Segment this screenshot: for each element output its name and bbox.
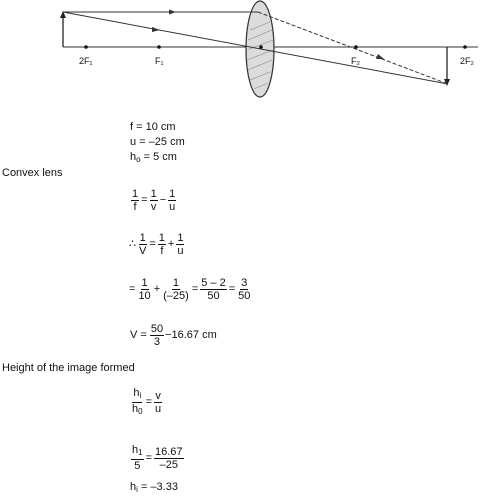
point-optical-centre — [259, 45, 263, 49]
equation-substitution: = $\frac{1}{10}$ + $\frac{1}{(-25)}$ = $\frac{5 - 2}{50}$ = $\frac{3}{50}$ — [129, 277, 251, 302]
label-2f1: 2F₁ — [79, 56, 93, 66]
equation-rearranged: ∴ $\frac{1}{V}$ = $\frac{1}{f}$ + $\frac{1}{u}$ — [129, 232, 184, 257]
equation-magnification: $\frac{h_i}{h_0}$ = $\frac{v}{u}$ — [132, 387, 162, 416]
label-2f2: 2F₂ — [460, 56, 474, 66]
equation-lens-formula: $\frac{1}{f}$ = $\frac{1}{v}$ − $\frac{1}{u}$ — [132, 188, 176, 213]
point-f2 — [354, 45, 358, 49]
ray-arrowhead — [376, 54, 384, 59]
point-2f1 — [84, 45, 88, 49]
ray-diagram — [0, 0, 480, 110]
heading-image-height: Height of the image formed — [2, 362, 135, 374]
label-f2: F₂ — [351, 56, 360, 66]
equation-height-substitution: $\frac{h_1}{5}$ = $\frac{16.67}{-25}$ — [132, 444, 183, 472]
given-f: f = 10 cm — [130, 121, 176, 133]
ray-refracted — [258, 12, 448, 84]
point-f1 — [157, 45, 161, 49]
ray-arrowhead — [169, 10, 176, 15]
equation-image-height-result: $h_i = -3.33$ — [130, 481, 178, 494]
label-f1: F₁ — [155, 56, 164, 66]
given-u: u = –25 cm — [130, 136, 185, 148]
point-2f2 — [463, 45, 467, 49]
equation-image-distance: V = $\frac{50}{3}$ −16.67 cm — [130, 323, 217, 348]
heading-convex-lens: Convex lens — [2, 167, 63, 179]
given-h: $h_o = 5$ cm — [130, 151, 177, 164]
